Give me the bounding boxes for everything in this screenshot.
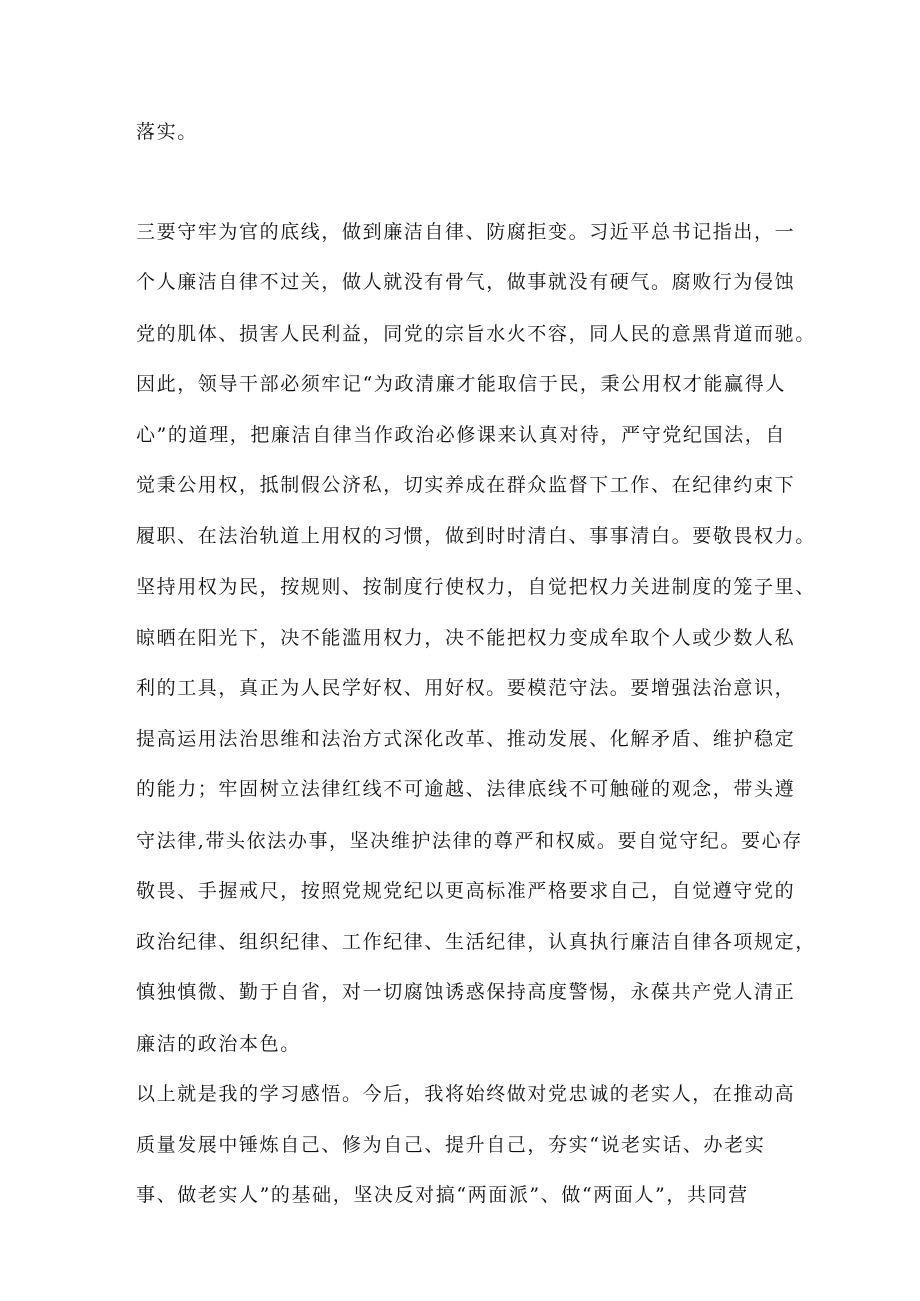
text-line: 以上就是我的学习感悟。今后，我将始终做对党忠诚的老实人，在推动高: [136, 1083, 796, 1105]
text-line: 落实。: [136, 121, 198, 143]
text-line: 守法律,带头依法办事，坚决维护法律的尊严和权威。要自觉守纪。要心存: [136, 830, 803, 852]
text-line: 心”的道理，把廉洁自律当作政治必修课来认真对待，严守党纪国法，自: [136, 424, 786, 446]
text-line: 因此，领导干部必须牢记“为政清廉才能取信于民，秉公用权才能赢得人: [136, 373, 786, 395]
text-line: 利的工具，真正为人民学好权、用好权。要模范守法。要增强法治意识，: [136, 677, 796, 699]
text-line: 个人廉洁自律不过关，做人就没有骨气，做事就没有硬气。腐败行为侵蚀: [136, 271, 796, 293]
text-line: 三要守牢为官的底线，做到廉洁自律、防腐拒变。习近平总书记指出，一: [136, 221, 796, 243]
text-line: 履职、在法治轨道上用权的习惯，做到时时清白、事事清白。要敬畏权力。: [136, 525, 816, 547]
text-line: 坚持用权为民，按规则、按制度行使权力，自觉把权力关进制度的笼子里、: [136, 576, 816, 598]
text-line: 质量发展中锤炼自己、修为自己、提升自己，夯实“说老实话、办老实: [136, 1134, 766, 1156]
text-line: 事、做老实人”的基础，坚决反对搞“两面派”、做“两面人”，共同营: [136, 1184, 749, 1206]
text-line: 的能力；牢固树立法律红线不可逾越、法律底线不可触碰的观念，带头遵: [136, 778, 796, 800]
text-line: 廉洁的政治本色。: [136, 1033, 301, 1055]
text-line: 政治纪律、组织纪律、工作纪律、生活纪律，认真执行廉洁自律各项规定，: [136, 931, 816, 953]
text-line: 慎独慎微、勤于自省，对一切腐蚀诱惑保持高度警惕，永葆共产党人清正: [136, 981, 796, 1003]
text-line: 提高运用法治思维和法治方式深化改革、推动发展、化解矛盾、维护稳定: [136, 728, 796, 750]
text-line: 党的肌体、损害人民利益，同党的宗旨水火不容，同人民的意黑背道而驰。: [136, 323, 816, 345]
text-line: 晾晒在阳光下，决不能滥用权力，决不能把权力变成牟取个人或少数人私: [136, 627, 796, 649]
text-line: 敬畏、手握戒尺，按照党规党纪以更高标准严格要求自己，自觉遵守党的: [136, 880, 796, 902]
text-line: 觉秉公用权，抵制假公济私，切实养成在群众监督下工作、在纪律约束下: [136, 474, 796, 496]
